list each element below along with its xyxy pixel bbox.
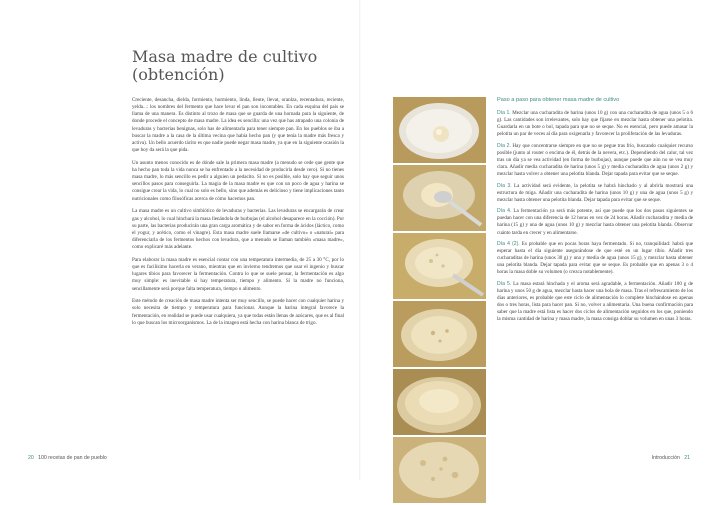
step-day-5 — [497, 281, 693, 323]
step-text: Es probable que en pocas horas haya fermentado. Si no, tranquilidad: habrá que esperar hasta el día siguiente asegurándose de que esté en un lugar tibio. Añadir tres cucharaditas de harina (unos 30 g) y una y media de agua (unos 15 g), y mezclar hasta obtener una pelotita blanda. Dejar tapada para evitar que se seque. Es probable que en apenas 3 o 4 horas la masa doble su volumen (o crezca notablemente). — [497, 241, 694, 276]
dough-ball-in-bowl-image — [393, 97, 486, 163]
title-line-2: (obtención) — [132, 65, 225, 84]
step-label: Día 3. — [497, 182, 512, 189]
intro-paragraph: Para elaborar la masa madre es esencial contar con una temperatura intermedia, de 25 a 30 °C, por lo que es facilísimo hacerla en verano, mientras que en invierno tendremos que usar el ingenio y buscar lugares tibios para favorecer la fermentación. Contra lo que se suele pensar, la fermentación es algo muy simple: es inevitable si hay temperatura, tiempo y alimento. Si la madre no funciona, sencillamente será porque falta temperatura, tiempo o alimento. — [132, 256, 344, 292]
left-page-footer — [28, 455, 107, 461]
crumb-structure-image — [393, 233, 486, 299]
step-label: Día 5. — [497, 281, 512, 287]
dough-on-spoon-image — [393, 165, 486, 231]
active-starter-image — [393, 437, 486, 503]
step-text: La masa estará hinchada y el aroma será agradable, a fermentación. Añadir 100 g de harina y unos 50 g de agua, mezclar hasta hacer una bola de masa. Tras el refrescamiento de los días anteriores, es probable que este ciclo de alimentación lo complete hinchándose en apenas dos o tres horas, lista para hacer pan. Si no, volver a alimentaria. Una buena confirmación para saber que la madre está lista es hacer dos ciclos de alimentación seguidos en los que, poniendo la misma cantidad de harina y masa madre, la masa consiga doblar su volumen en unas 3 horas. — [497, 281, 693, 323]
photo-day-4 — [393, 301, 486, 367]
page-title — [132, 48, 372, 84]
intro-paragraph: Un asunto menos conocido es de dónde sale la primera masa madre (a menudo se cede que gente que ha hecho pan toda la vida nunca se ha enfrentado a la necesidad de producirla desde cero). Si no tienes masa madre, lo más sencillo es pedir a alguien un pedacito. Si no es posible, solo hay que seguir unos sencillos pasos para conseguirla. La magia de la masa madre es que con un poco de agua y harina se consigue crear la vida, lo cual no solo es bello, sino que además es delicioso y tiene implicaciones tanto nutricionales como filosóficas acerca de cómo hacemos pan. — [132, 159, 344, 202]
risen-dough-image — [393, 369, 486, 435]
photo-day-4b — [393, 369, 486, 435]
step-label: Día 2. — [497, 142, 511, 149]
steps-heading: Paso a paso para obtener masa madre de cultivo — [497, 97, 620, 103]
step-day-4b — [497, 241, 693, 276]
photo-day-5 — [393, 437, 486, 503]
left-page-number: 20 — [28, 455, 34, 461]
step-day-1 — [497, 110, 693, 138]
step-label: Día 1. — [497, 110, 511, 117]
title-line-1: Masa madre de cultivo — [132, 47, 318, 66]
steps-column — [497, 97, 693, 328]
right-page-number: 21 — [684, 455, 690, 461]
step-day-2 — [497, 143, 693, 178]
step-label: Día 4. — [497, 208, 512, 215]
intro-text-column — [132, 97, 344, 333]
intro-paragraph: La masa madre es un cultivo simbiótico de levaduras y bacterias. Las levaduras se encargarán de crear gas y alcohol, lo cual hinchará la masa llenándola de burbujas (el alcohol desaparece en la cocción). Por su parte, las bacterias producirán una gran carga aromática y de sabor en forma de ácidos (láctico, como el yogur, y acético, como el vinagre). Esta masa madre suele llamarse «de cultivo» o «natural» para diferenciarla de los fermentos hechos con levadura, que a menudo se llaman también «masa madre», como explicaré más adelante. — [132, 208, 345, 251]
step-text: Hay que concentrarse siempre en que no se pegue tras frío, buscando cualquier recurso posible (junto al router o encima de él, detrás de la nevera, etc.). Dependiendo del calor, tal vez tras un día ya se vea actividad (en forma de burbujas), aunque puede que aún no se vea muy clara. Añadir media cucharadita de harina (unos 5 g) y media cucharadita de agua (unos 2 g) y mezclar hasta volver a obtener una pelotita blanda. Dejar tapada para evitar que se seque. — [497, 142, 694, 178]
step-photos — [393, 97, 486, 505]
step-day-4 — [497, 208, 693, 236]
book-title-running-head: 100 recetas de pan de pueblo — [38, 455, 107, 461]
step-text: La actividad será evidente, la pelotita se habrá hinchado y al abrirla mostrará una estructura de miga. Añadir una cucharadita de harina (unos 10 g) y una de agua (unos 5 g) y mezclar hasta obtener una pelotita blanda. Dejar tapada para evitar que se seque. — [497, 182, 693, 203]
intro-paragraph: Creciente, desancha, dielda, formiento, hurmiento, linda, lleute, llevat, oranlza, recentadura, reciente, yelda...: los nombres del fermento que hace levar el pan son incontables. En cada esquina del país se llama de una manera. Es distinto al trozo de masa que se guarda de una hornada para la siguiente, de donde procede el concepto de masa madre. La idea es sencilla: una vez que has atrapado una colonia de levaduras y bacterias benignas, solo has de alimentarla para tener siempre pan. En los pueblos se iba a buscar la madre a la casa de la última vecina que había hecho pan (y que tenía la madre más fresca y activa). Un bello acuerdo tácito es que nadie puede negar masa madre, ya que en la siguiente ocasión la que hoy da será la que pida. — [132, 97, 344, 154]
photo-day-1 — [393, 97, 486, 163]
step-text: Mezclar una cucharadita de harina (unos 10 g) con una cucharadita de agua (unos 5 o 6 g). Las cantidades son irrelevantes, solo hay que fijarse en mezclar hasta obtener una pelotita. Guardarla en un bote o bol, tapada para que no se seque. No es esencial, pero puede amasar la pelotita un par de veces al día para oxigenarla y favorecer la proliferación de las levaduras. — [497, 110, 694, 138]
chapter-running-head: Introducción — [651, 455, 680, 461]
step-text: La fermentación ya será más potente, así que puede que los dos pasos siguientes se puedan hacer con una diferencia de 12 horas en vez de 24 horas. Añadir cucharadita y media de harina (15 g) y una de agua (unos 10 g) y mezclar hasta obtener una pelotita blanda. Observar cuánto tarda en crecer y en alimentarse. — [497, 208, 694, 236]
fermenting-dough-image — [393, 301, 486, 367]
photo-day-2 — [393, 165, 486, 231]
photo-day-3 — [393, 233, 486, 299]
step-day-3 — [497, 183, 693, 204]
right-page-footer — [652, 455, 690, 461]
intro-paragraph: Este método de creación de masa madre intenta ser muy sencillo, se puede hacer con cualquier harina y solo necesita de tiempo y temperatura para funcionar. Aunque la harina integral favorece la fermentación, en realidad se puede usar cualquiera, ya que todas están llenas de azúcares, que es al final lo que buscan los microorganismos. La de la imagen está hecha con harina blanca de trigo. — [132, 298, 344, 326]
step-label: Día 4 (2). — [497, 241, 520, 248]
